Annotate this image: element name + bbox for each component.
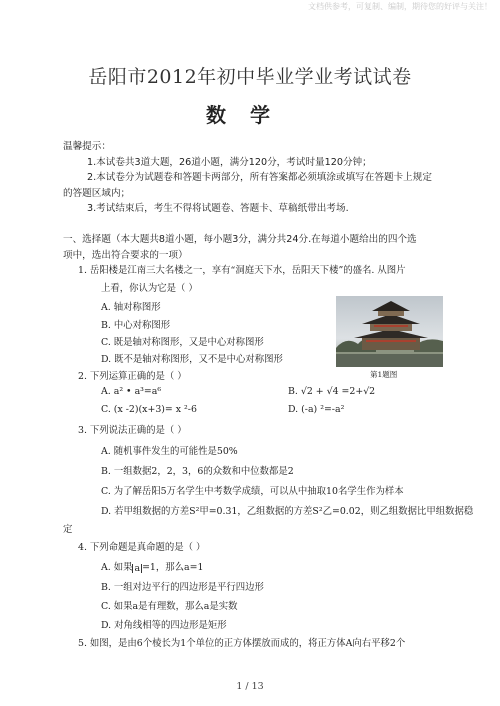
notice-item-2: 2.本试卷分为试题卷和答题卡两部分，所有答案都必须填涂或填写在答题卡上规定 (87, 172, 432, 184)
q4-option-d: D. 对角线相等的四边形是矩形 (101, 620, 227, 631)
section-line-2: 项中，选出符合要求的一项） (63, 249, 188, 261)
q1-option-b: B. 中心对称图形 (101, 320, 171, 331)
q4-option-a (101, 559, 203, 573)
q5-stem: 5. 如图，是由6个棱长为1个单位的正方体摆放而成的，将正方体A向右平移2个 (78, 638, 406, 649)
notice-item-3: 3.考试结束后，考生不得将试题卷、答题卡、草稿纸带出考场. (87, 203, 349, 215)
q1-option-d: D. 既不是轴对称图形，又不是中心对称图形 (101, 354, 283, 365)
q4-stem: 4. 下列命题是真命题的是（ ） (78, 542, 206, 553)
q2-option-b: B. √2 + √4 =2+√2 (288, 386, 376, 397)
q2-option-d: D. (-a) ²=-a² (288, 404, 345, 415)
subject-heading: 数学 (206, 103, 294, 127)
q4-option-b: B. 一组对边平行的四边形是平行四边形 (101, 582, 264, 593)
yueyang-tower-photo (336, 296, 443, 367)
tower-illustration (336, 296, 443, 367)
q1-option-c: C. 既是轴对称图形，又是中心对称图形 (101, 337, 264, 348)
q1-stem-cont: 上看，你认为它是（ ） (101, 283, 198, 294)
q3-option-d: D. 若甲组数据的方差S²甲=0.31，乙组数据的方差S²乙=0.02，则乙组数据比甲组数据稳 (101, 506, 474, 517)
q4-option-c: C. 如果a是有理数，那么a是实数 (101, 601, 238, 612)
q3-option-c: C. 为了解岳阳5万名学生中考数学成绩，可以从中抽取10名学生作为样本 (101, 486, 404, 497)
q3-option-d-cont: 定 (63, 524, 73, 535)
q3-stem: 3. 下列说法正确的是（ ） (78, 425, 187, 436)
watermark-text: 文档供参考，可复制、编制，期待您的好评与关注！ (308, 2, 492, 11)
q1-figure-caption: 第1题图 (370, 370, 398, 379)
q1-stem: 1. 岳阳楼是江南三大名楼之一，享有“洞庭天下水，岳阳天下楼”的盛名. 从图片 (78, 265, 406, 276)
page-number: 1 / 13 (236, 681, 264, 692)
q4-option-a-suffix: =1，那么a=1 (142, 562, 204, 573)
absolute-value-a: a (134, 563, 141, 574)
q1-option-a: A. 轴对称图形 (101, 302, 161, 313)
section-line-1: 一、选择题（本大题共8道小题，每小题3分，满分共24分.在每道小题给出的四个选 (63, 234, 417, 245)
notice-block (63, 139, 443, 217)
q2-option-a: A. a² • a³=a⁶ (101, 386, 162, 397)
notice-item-2-cont: 的答题区域内； (63, 187, 131, 199)
q4-option-a-prefix: A. 如果 (101, 562, 133, 573)
q2-stem: 2. 下列运算正确的是（ ） (78, 371, 187, 382)
q3-option-a: A. 随机事件发生的可能性是50% (101, 446, 238, 457)
notice-item-1: 1.本试卷共3道大题，26道小题，满分120分，考试时量120分钟； (87, 156, 372, 168)
section-heading (63, 232, 439, 263)
q2-option-c: C. (x -2)(x+3)= x ²-6 (101, 404, 197, 415)
notice-label: 温馨提示： (63, 141, 111, 152)
exam-title: 岳阳市2012年初中毕业学业考试试卷 (88, 66, 412, 88)
q3-option-b: B. 一组数据2，2，3，6的众数和中位数都是2 (101, 466, 294, 477)
